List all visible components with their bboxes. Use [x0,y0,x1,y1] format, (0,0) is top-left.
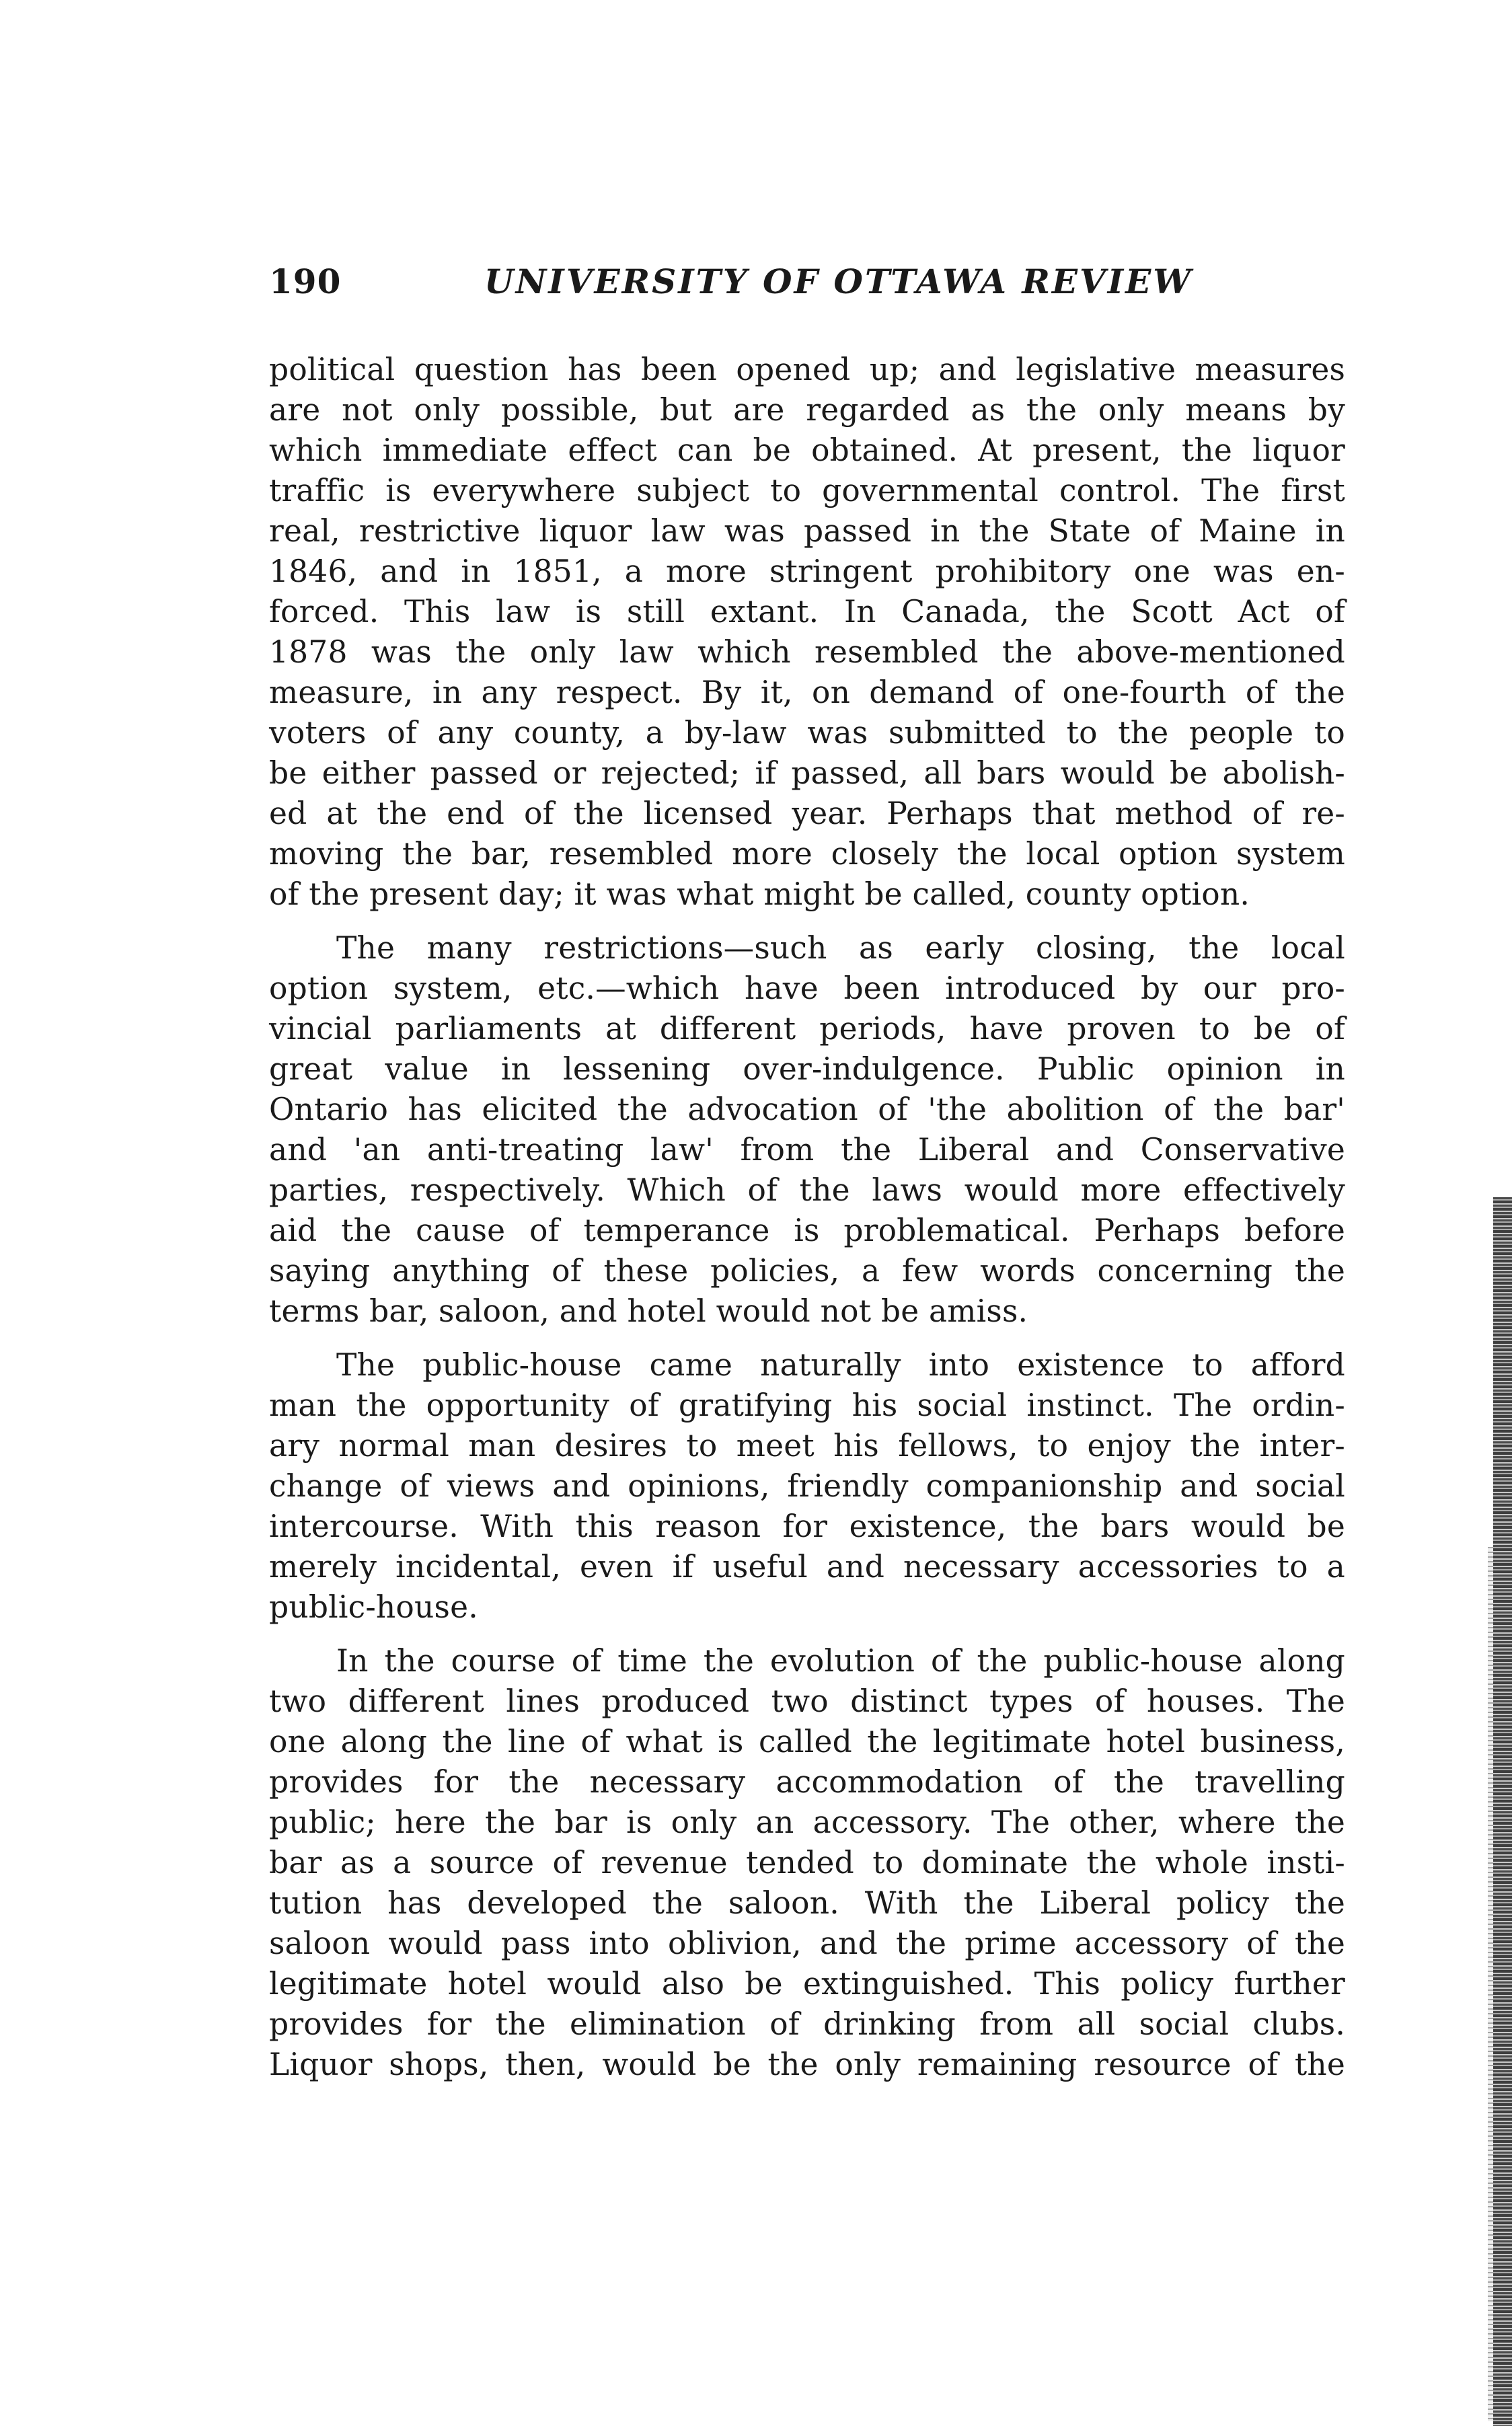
text-line: In the course of time the evolution of the public-house along [336,1643,1345,1679]
text-line: ary normal man desires to meet his fellows, to enjoy the inter- [269,1428,1345,1464]
text-line: saloon would pass into oblivion, and the prime accessory of the [269,1926,1345,1961]
text-line: change of views and opinions, friendly companionship and social [269,1468,1345,1504]
text-line: be either passed or rejected; if passed, all bars would be abolish- [269,755,1345,791]
text-line: traffic is everywhere subject to governmental control. The first [269,473,1345,508]
text-line: two different lines produced two distinct types of houses. The [269,1683,1345,1719]
text-line: tution has developed the saloon. With the Liberal policy the [269,1885,1345,1921]
text-line: and 'an anti-treating law' from the Liberal and Conservative [269,1132,1345,1168]
paragraph-3 [269,1345,1345,1628]
text-line: voters of any county, a by-law was submitted to the people to [269,715,1345,751]
text-line: 1846, and in 1851, a more stringent prohibitory one was en- [269,554,1345,589]
text-line: public-house. [269,1589,478,1625]
text-line: which immediate effect can be obtained. At present, the liquor [269,432,1345,468]
text-line: saying anything of these policies, a few words concerning the [269,1253,1345,1289]
text-line: measure, in any respect. By it, on demand of one-fourth of the [269,675,1345,710]
text-line: Liquor shops, then, would be the only remaining resource of the [269,2047,1345,2082]
body-text [269,350,1345,2098]
text-line: political question has been opened up; and legislative measures [269,352,1345,387]
running-header [269,258,1359,305]
text-line: provides for the necessary accommodation of the travelling [269,1764,1345,1800]
text-line: Ontario has elicited the advocation of 'the abolition of the bar' [269,1092,1345,1127]
text-line: parties, respectively. Which of the laws would more effectively [269,1172,1345,1208]
text-line: intercourse. With this reason for existence, the bars would be [269,1509,1345,1544]
text-line: legitimate hotel would also be extinguished. This policy further [269,1966,1345,2002]
text-line: 1878 was the only law which resembled the above-mentioned [269,634,1345,670]
journal-title: UNIVERSITY OF OTTAWA REVIEW [484,262,1193,301]
text-line: one along the line of what is called the legitimate hotel business, [269,1724,1345,1759]
text-line: public; here the bar is only an accessory. The other, where the [269,1805,1345,1840]
text-line: great value in lessening over-indulgence. Public opinion in [269,1051,1345,1087]
scan-edge-artifact [1493,1197,1512,2426]
paragraph-2 [269,928,1345,1332]
text-line: vincial parliaments at different periods, have proven to be of [269,1011,1345,1047]
text-line: forced. This law is still extant. In Canada, the Scott Act of [269,594,1345,630]
text-line: terms bar, saloon, and hotel would not be amiss. [269,1293,1028,1329]
text-line: merely incidental, even if useful and necessary accessories to a [269,1549,1345,1585]
text-line: aid the cause of temperance is problematical. Perhaps before [269,1213,1345,1248]
paragraph-1 [269,350,1345,915]
text-line: The public-house came naturally into existence to afford [336,1347,1345,1383]
page-number: 190 [269,262,342,301]
text-line: man the opportunity of gratifying his social instinct. The ordin- [269,1388,1345,1423]
text-line: real, restrictive liquor law was passed in the State of Maine in [269,513,1345,549]
text-line: option system, etc.—which have been introduced by our pro- [269,971,1345,1006]
text-line: of the present day; it was what might be called, county option. [269,876,1250,912]
text-line: are not only possible, but are regarded as the only means by [269,392,1345,428]
text-line: moving the bar, resembled more closely the local option system [269,836,1345,872]
text-line: The many restrictions—such as early closing, the local [336,930,1345,966]
paragraph-4 [269,1641,1345,2085]
text-line: ed at the end of the licensed year. Perhaps that method of re- [269,796,1345,831]
text-line: bar as a source of revenue tended to dominate the whole insti- [269,1845,1345,1881]
scan-edge-artifact-faint [1488,1547,1493,2421]
text-line: provides for the elimination of drinking from all social clubs. [269,2006,1345,2042]
